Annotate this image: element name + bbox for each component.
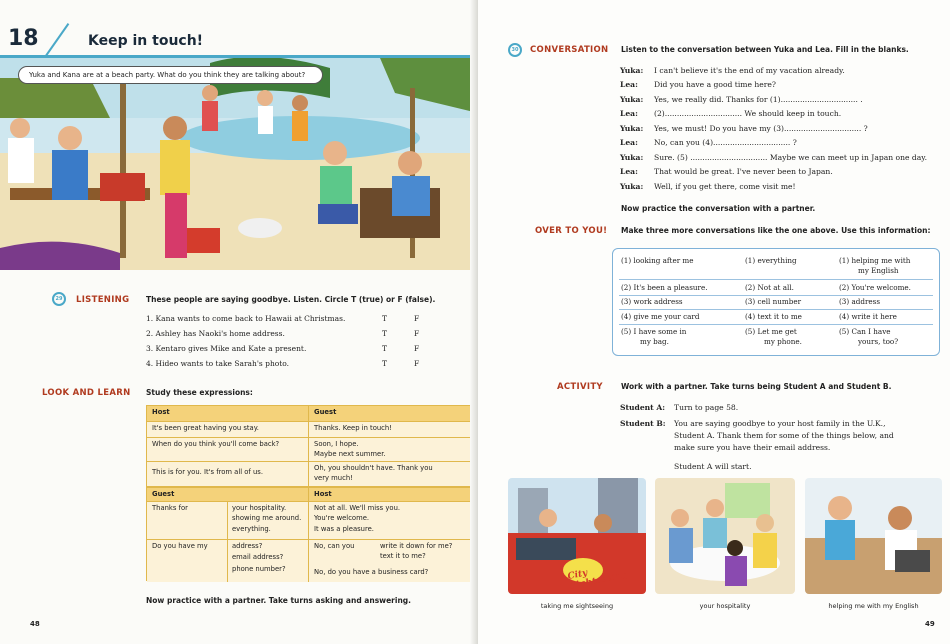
- dialogue-line: Lea: That would be great. I've never been to Japan.: [620, 167, 833, 176]
- option-item: (4) text it to me: [745, 312, 802, 321]
- option-item: (5) Let me get my phone.: [745, 327, 802, 346]
- list-item: [146, 329, 446, 341]
- conversation-label: CONVERSATION: [530, 45, 609, 55]
- true-option[interactable]: T: [382, 359, 388, 368]
- false-option[interactable]: F: [414, 359, 420, 368]
- bus-sign: City Sightseeing: [566, 568, 630, 592]
- over-to-you-label: OVER TO YOU!: [535, 226, 608, 236]
- list-item: [146, 344, 446, 356]
- unit-number: 18: [8, 26, 39, 51]
- expressions-table: [146, 405, 471, 581]
- table-row: Thanks for your hospitality. showing me around. everything. Not at all. We'll miss you. You're welcome. It was a pleasure.: [147, 501, 470, 539]
- option-item: (1) helping me with my English: [839, 256, 911, 275]
- option-item: (3) cell number: [745, 297, 802, 306]
- substitution-box: [612, 248, 940, 356]
- activity-label: ACTIVITY: [557, 382, 603, 392]
- table-row: When do you think you'll come back? Soon, I hope. Maybe next summer.: [147, 437, 470, 461]
- table-row: This is for you. It's from all of us. Oh, you shouldn't have. Thank you very much!: [147, 461, 470, 486]
- option-item: (1) looking after me: [621, 256, 694, 265]
- table-header: Host Guest: [147, 406, 470, 421]
- option-item: (1) everything: [745, 256, 797, 265]
- header-divider: [45, 23, 70, 57]
- dialogue-line: Yuka: Yes, we really did. Thanks for (1)................................ .: [620, 95, 863, 104]
- conversation-practice: Now practice the conversation with a partner.: [621, 204, 816, 213]
- item-text: 3. Kentaro gives Mike and Kate a present.: [146, 344, 307, 353]
- false-option[interactable]: F: [414, 314, 420, 323]
- caption: your hospitality: [699, 602, 751, 610]
- table-row: It's been great having you stay. Thanks. Keep in touch!: [147, 421, 470, 437]
- option-item: (3) address: [839, 297, 881, 306]
- option-item: (4) give me your card: [621, 312, 700, 321]
- dialogue-line: Lea: No, can you (4)................................ ?: [620, 138, 797, 147]
- unit-title: Keep in touch!: [88, 33, 204, 49]
- page-number: 49: [925, 620, 935, 628]
- dialogue-line: Yuka: Sure. (5) ................................ Maybe we can meet up in Japan one day.: [620, 153, 927, 162]
- dialogue-line: Yuka: Yes, we must! Do you have my (3)................................ ?: [620, 124, 868, 133]
- caption: taking me sightseeing: [540, 602, 614, 610]
- conversation-instruction: Listen to the conversation between Yuka and Lea. Fill in the blanks.: [621, 45, 909, 54]
- table-header: Guest Host: [147, 486, 470, 501]
- beach-party-illustration: [0, 58, 478, 270]
- audio-track-icon[interactable]: 29: [52, 292, 66, 306]
- option-item: (3) work address: [621, 297, 683, 306]
- option-item: (2) It's been a pleasure.: [621, 283, 708, 292]
- look-and-learn-instruction: Study these expressions:: [146, 388, 253, 397]
- list-item: [146, 314, 446, 326]
- over-to-you-instruction: Make three more conversations like the one above. Use this information:: [621, 226, 931, 235]
- table-row: Do you have my address? email address? phone number? No, can you write it down for me? text it to me? No, do you have a business card?: [147, 539, 470, 582]
- item-text: 4. Hideo wants to take Sarah's photo.: [146, 359, 290, 368]
- english-help-picture: [805, 478, 942, 594]
- dialogue-line: Lea: (2)................................ We should keep in touch.: [620, 109, 842, 118]
- option-item: (2) Not at all.: [745, 283, 794, 292]
- false-option[interactable]: F: [414, 329, 420, 338]
- listening-instruction: These people are saying goodbye. Listen. Circle T (true) or F (false).: [146, 295, 436, 304]
- caption: helping me with my English: [828, 602, 919, 610]
- option-item: (5) Can I have yours, too?: [839, 327, 899, 346]
- dialogue-line: Lea: Did you have a good time here?: [620, 80, 776, 89]
- start-note: Student A will start.: [674, 462, 752, 471]
- page-number: 48: [30, 620, 40, 628]
- option-item: (2) You're welcome.: [839, 283, 911, 292]
- true-option[interactable]: T: [382, 344, 388, 353]
- listening-label: LISTENING: [76, 295, 130, 305]
- dialogue-line: Yuka: Well, if you get there, come visit me!: [620, 182, 796, 191]
- item-text: 1. Kana wants to come back to Hawaii at Christmas.: [146, 314, 346, 323]
- false-option[interactable]: F: [414, 344, 420, 353]
- practice-instruction: Now practice with a partner. Take turns asking and answering.: [146, 596, 412, 605]
- list-item: [146, 359, 446, 371]
- discussion-bubble: Yuka and Kana are at a beach party. What do you think they are talking about?: [18, 66, 323, 84]
- true-option[interactable]: T: [382, 329, 388, 338]
- option-item: (5) I have some in my bag.: [621, 327, 687, 346]
- audio-track-icon[interactable]: 30: [508, 43, 522, 57]
- student-a-line: Student A: Turn to page 58.: [620, 403, 739, 412]
- item-text: 2. Ashley has Naoki's home address.: [146, 329, 285, 338]
- dialogue-line: Yuka: I can't believe it's the end of my vacation already.: [620, 66, 845, 75]
- sightseeing-picture: [508, 478, 646, 594]
- option-item: (4) write it here: [839, 312, 897, 321]
- look-and-learn-label: LOOK AND LEARN: [42, 388, 131, 398]
- hospitality-picture: [655, 478, 795, 594]
- true-option[interactable]: T: [382, 314, 388, 323]
- student-b-line: Student B: You are saying goodbye to your host family in the U.K., Student A. Thank them for some of the things below, and make sure you have their email address.: [620, 419, 894, 452]
- activity-instruction: Work with a partner. Take turns being Student A and Student B.: [621, 382, 892, 391]
